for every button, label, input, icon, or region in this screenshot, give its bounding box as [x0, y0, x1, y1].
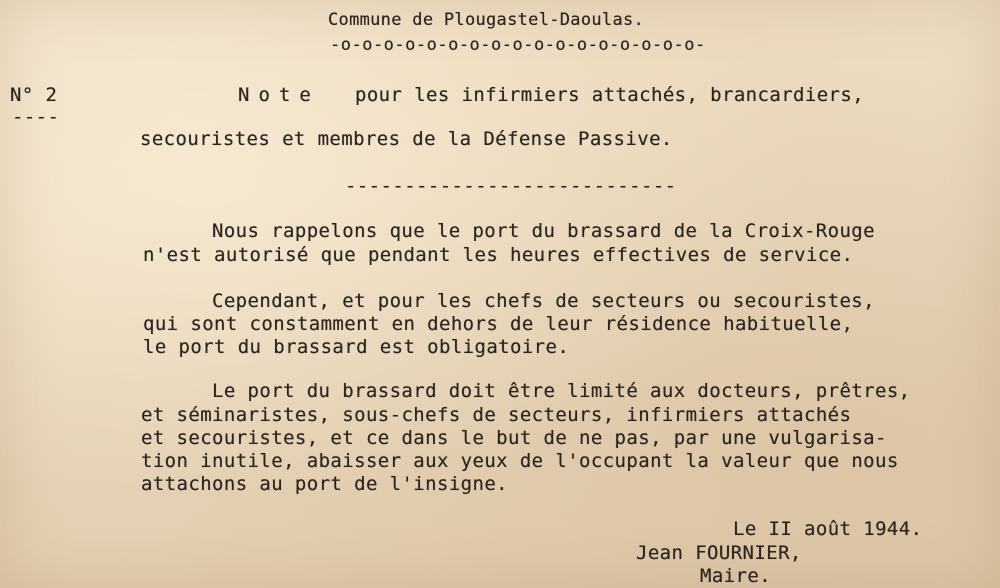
title-line-2: secouristes et membres de la Défense Passive.: [140, 128, 673, 150]
paragraph-3-line-1: Le port du brassard doit être limité aux docteurs, prêtres,: [212, 380, 911, 402]
paragraph-1-line-2: n'est autorisé que pendant les heures effectives de service.: [143, 244, 854, 266]
signature-title: Maire.: [700, 565, 772, 587]
paragraph-3-line-4: tion inutile, abaisser aux yeux de l'occupant la valeur que nous: [141, 450, 899, 472]
note-number-underline: ----: [12, 106, 60, 128]
decorative-rule: -o-o-o-o-o-o-o-o-o-o-o-o-o-o-o-o-o-: [330, 35, 706, 55]
signature-date: Le II août 1944.: [733, 518, 923, 540]
paragraph-2-line-1: Cependant, et pour les chefs de secteurs ou secouristes,: [212, 290, 875, 312]
signature-name: Jean FOURNIER,: [636, 542, 802, 564]
paragraph-2-line-2: qui sont constamment en dehors de leur résidence habituelle,: [143, 313, 854, 335]
commune-heading: Commune de Plougastel-Daoulas.: [328, 10, 645, 30]
paragraph-1-line-1: Nous rappelons que le port du brassard de la Croix-Rouge: [212, 220, 875, 242]
section-separator: ----------------------------: [345, 175, 677, 197]
paragraph-3-line-5: attachons au port de l'insigne.: [141, 473, 509, 495]
title-line-1: pour les infirmiers attachés, brancardiers,: [355, 84, 865, 106]
paragraph-3-line-2: et séminaristes, sous-chefs de secteurs, infirmiers attachés: [141, 404, 852, 426]
paragraph-3-line-3: et secouristes, et ce dans le but de ne pas, par une vulgarisa-: [141, 427, 887, 449]
paragraph-2-line-3: le port du brassard est obligatoire.: [143, 336, 570, 358]
note-title-word: Note: [238, 84, 320, 106]
note-number: N° 2: [10, 84, 58, 106]
